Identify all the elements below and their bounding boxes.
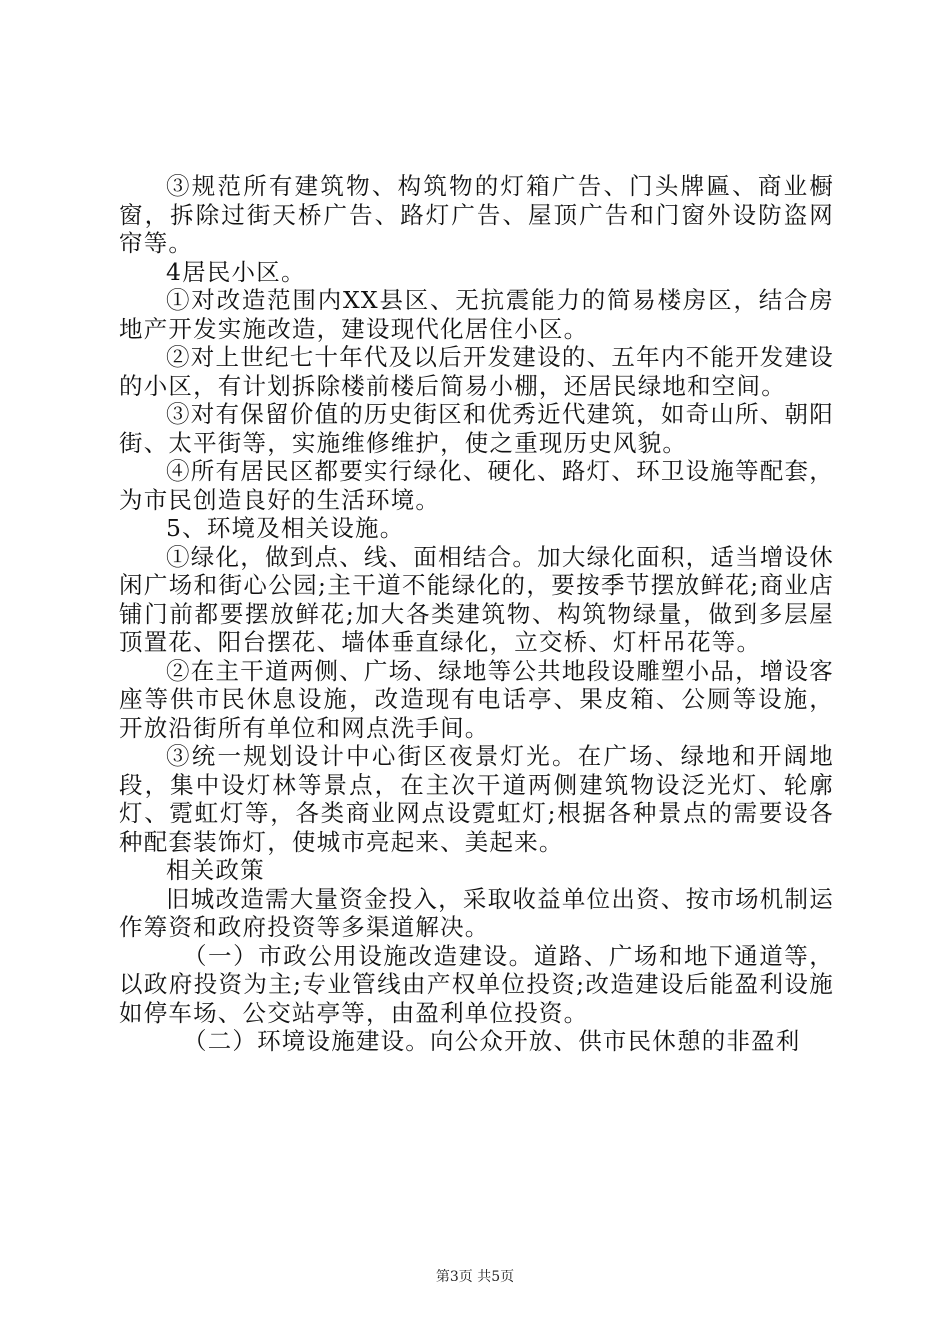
paragraph-residential-4: ④所有居民区都要实行绿化、硬化、路灯、环卫设施等配套，为市民创造良好的生活环境。 (119, 457, 834, 514)
paragraph-night-lighting: ③统一规划设计中心街区夜景灯光。在广场、绿地和开阔地段，集中设灯林等景点，在主次干道两侧建筑物设泛光灯、轮廓灯、霓虹灯等，各类商业网点设霓虹灯;根据各种景点的需要设各种配套装饰灯，使城市亮起来、美起来。 (119, 742, 834, 856)
heading-environment-facilities: 5、环境及相关设施。 (166, 514, 405, 542)
paragraph-municipal-facilities: （一）市政公用设施改造建设。道路、广场和地下通道等，以政府投资为主;专业管线由产权单位投资;改造建设后能盈利设施如停车场、公交站亭等，由盈利单位投资。 (119, 941, 834, 1027)
paragraph-funding: 旧城改造需大量资金投入，采取收益单位出资、按市场机制运作筹资和政府投资等多渠道解决。 (119, 884, 834, 941)
paragraph-residential-3: ③对有保留价值的历史街区和优秀近代建筑，如奇山所、朝阳街、太平街等，实施维修维护，使之重现历史风貌。 (119, 400, 834, 457)
paragraph-signage-rules: ③规范所有建筑物、构筑物的灯箱广告、门头牌匾、商业橱窗，拆除过街天桥广告、路灯广告、屋顶广告和门窗外设防盗网帘等。 (119, 172, 834, 257)
paragraph-environment-construction: （二）环境设施建设。向公众开放、供市民休憩的非盈利 (183, 1027, 801, 1055)
paragraph-greening: ①绿化，做到点、线、面相结合。加大绿化面积，适当增设休闲广场和街心公园;主干道不能绿化的，要按季节摆放鲜花;商业店铺门前都要摆放鲜花;加大各类建筑物、构筑物绿量，做到多层屋顶置花、阳台摆花、墙体垂直绿化，立交桥、灯杆吊花等。 (119, 542, 834, 656)
heading-residential-areas: 4居民小区。 (166, 257, 306, 286)
document-body (119, 172, 834, 1056)
page-footer: 第3页 共5页 (435, 1269, 515, 1285)
paragraph-public-facilities: ②在主干道两侧、广场、绿地等公共地段设雕塑小品，增设客座等供市民休息设施，改造现有电话亭、果皮箱、公厕等设施，开放沿街所有单位和网点洗手间。 (119, 656, 834, 742)
paragraph-residential-2: ②对上世纪七十年代及以后开发建设的、五年内不能开发建设的小区，有计划拆除楼前楼后简易小棚，还居民绿地和空间。 (119, 343, 834, 400)
paragraph-residential-1: ①对改造范围内XX县区、无抗震能力的简易楼房区，结合房地产开发实施改造，建设现代化居住小区。 (119, 286, 834, 343)
heading-related-policies: 相关政策 (166, 856, 265, 884)
